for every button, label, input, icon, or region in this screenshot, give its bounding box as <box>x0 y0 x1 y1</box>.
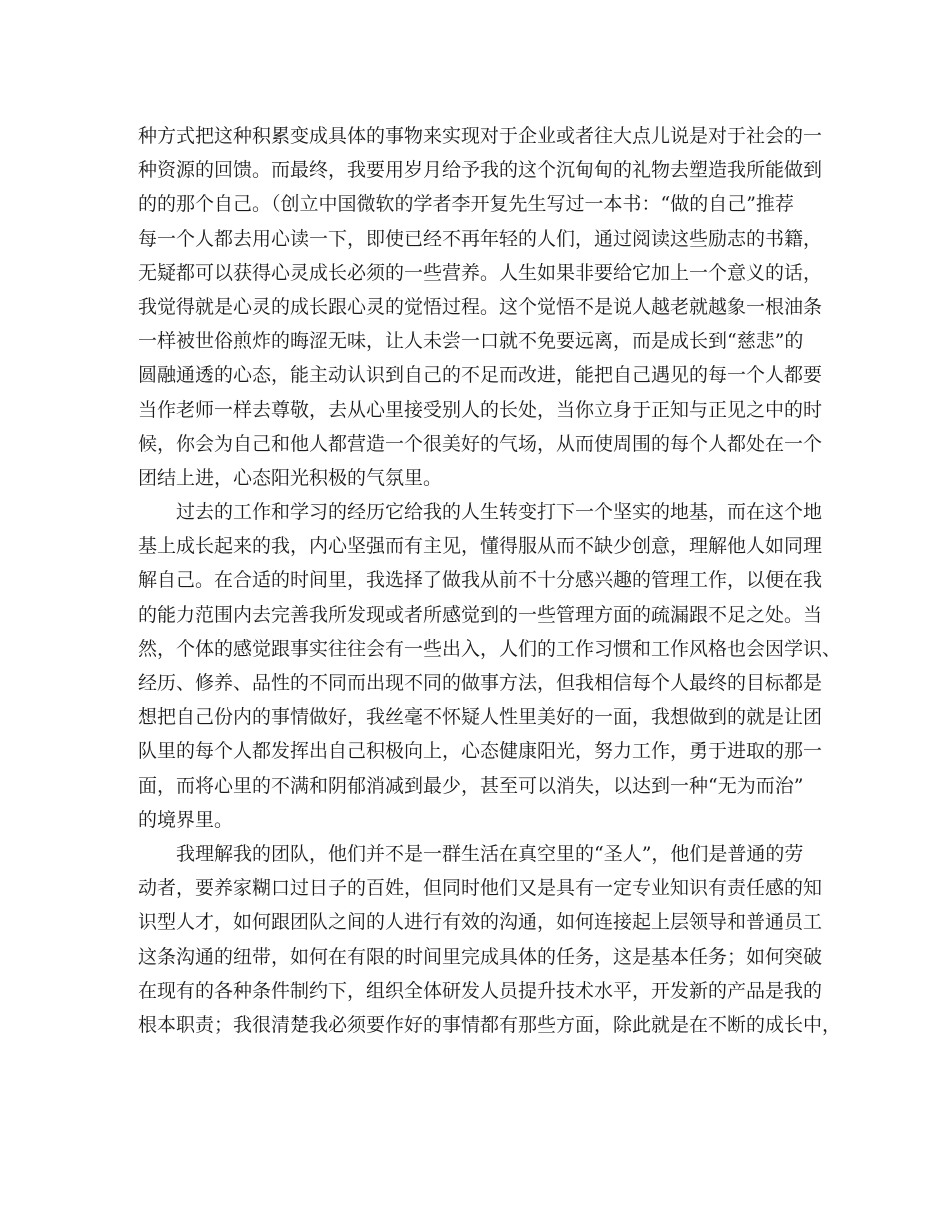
text-line: 种方式把这种积累变成具体的事物来实现对于企业或者往大点儿说是对于社会的一 <box>138 125 823 147</box>
text-line: 一样被世俗煎炸的晦涩无味，让人未尝一口就不免要远离，而是成长到“慈悲”的 <box>138 330 804 353</box>
text-line: 然，个体的感觉跟事实往往会有一些出入，人们的工作习惯和工作风格也会因学识、 <box>138 637 842 660</box>
document-body <box>138 119 842 1042</box>
paragraph-first-line: 过去的工作和学习的经历它给我的人生转变打下一个坚实的地基，而在这个地 <box>176 501 823 524</box>
text-line: 这条沟通的纽带，如何在有限的时间里完成具体的任务，这是基本任务；如何突破 <box>138 945 823 968</box>
text-line: 的能力范围内去完善我所发现或者所感觉到的一些管理方面的疏漏跟不足之处。当 <box>138 603 823 626</box>
text-line: 面，而将心里的不满和阴郁消减到最少，甚至可以消失，以达到一种“无为而治” <box>138 774 804 797</box>
text-line: 圆融通透的心态，能主动认识到自己的不足而改进，能把自己遇见的每一个人都要 <box>138 364 823 387</box>
text-line: 经历、修养、品性的不同而出现不同的做事方法，但我相信每个人最终的目标都是 <box>138 672 823 694</box>
text-line: 团结上进，心态阳光积极的气氛里。 <box>138 466 443 489</box>
text-line: 每一个人都去用心读一下，即使已经不再年轻的人们，通过阅读这些励志的书籍， <box>138 227 823 250</box>
text-line: 的的那个自己。（创立中国微软的学者李开复先生写过一本书：“做的自己”推荐 <box>138 193 794 216</box>
text-line: 在现有的各种条件制约下，组织全体研发人员提升技术水平，开发新的产品是我的 <box>138 979 823 1002</box>
text-line: 队里的每个人都发挥出自己积极向上，心态健康阳光，努力工作，勇于进取的那一 <box>138 740 823 763</box>
text-line: 我觉得就是心灵的成长跟心灵的觉悟过程。这个觉悟不是说人越老就越象一根油条 <box>138 295 823 318</box>
text-line: 动者，要养家糊口过日子的百姓，但同时他们又是具有一定专业知识有责任感的知 <box>138 877 823 900</box>
text-line: 种资源的回馈。而最终，我要用岁月给予我的这个沉甸甸的礼物去塑造我所能做到 <box>138 159 823 182</box>
text-line: 的境界里。 <box>138 808 234 831</box>
text-line: 根本职责；我很清楚我必须要作好的事情都有那些方面，除此就是在不断的成长中， <box>138 1013 842 1036</box>
text-line: 解自己。在合适的时间里，我选择了做我从前不十分感兴趣的管理工作，以便在我 <box>138 569 823 592</box>
text-line: 当作老师一样去尊敬，去从心里接受别人的长处，当你立身于正知与正见之中的时 <box>138 398 823 421</box>
text-line: 识型人才，如何跟团队之间的人进行有效的沟通，如何连接起上层领导和普通员工 <box>138 911 823 934</box>
paragraph-first-line: 我理解我的团队，他们并不是一群生活在真空里的“圣人”，他们是普通的劳 <box>176 842 804 865</box>
text-line: 想把自己份内的事情做好，我丝毫不怀疑人性里美好的一面，我想做到的就是让团 <box>138 706 823 729</box>
text-line: 候，你会为自己和他人都营造一个很美好的气场，从而使周围的每个人都处在一个 <box>138 432 823 455</box>
text-line: 无疑都可以获得心灵成长必须的一些营养。人生如果非要给它加上一个意义的话， <box>138 261 823 284</box>
text-line: 基上成长起来的我，内心坚强而有主见，懂得服从而不缺少创意，理解他人如同理 <box>138 535 823 558</box>
